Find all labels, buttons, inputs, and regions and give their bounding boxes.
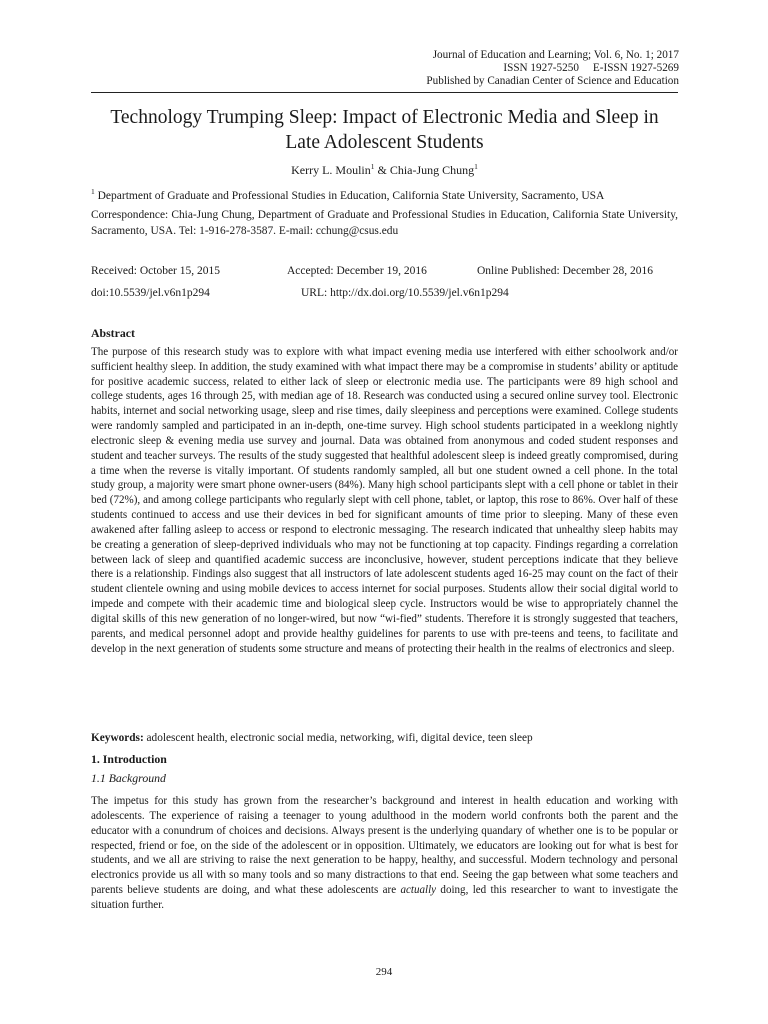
section-heading: 1. Introduction (91, 752, 167, 766)
article-url[interactable]: URL: http://dx.doi.org/10.5539/jel.v6n1p294 (301, 287, 509, 299)
published-date: Online Published: December 28, 2016 (477, 265, 653, 277)
accepted-date: Accepted: December 19, 2016 (287, 265, 427, 277)
page-number: 294 (375, 966, 393, 978)
intro-emphasis: actually (400, 884, 437, 897)
publisher: Published by Canadian Center of Science and Education (426, 75, 679, 88)
author-affiliation-mark: 1 (474, 162, 478, 171)
affiliation-mark: 1 (91, 187, 95, 197)
correspondence: Correspondence: Chia-Jung Chung, Department of Graduate and Professional Studies in Education, California State University, Sacramento, USA. Tel: 1-916-278-3587. E-mail: cchung@csus.edu (91, 209, 678, 237)
affiliation-text: Department of Graduate and Professional Studies in Education, California State University, Sacramento, USA (94, 190, 605, 202)
title-line-2: Late Adolescent Students (285, 131, 484, 153)
journal-header (426, 49, 679, 89)
subsection-heading: 1.1 Background (91, 771, 166, 785)
introduction-paragraph (91, 794, 678, 913)
author-name: Kerry L. Moulin (291, 163, 371, 177)
abstract-heading: Abstract (91, 326, 135, 340)
intro-text-part: The impetus for this study has grown from the researcher’s background and interest in health education and working with adolescents. The experience of raising a teenager to young adulthood in the modern world confronts both the parent and the educator with a conundrum of choices and decisions. Always present is the underlying quandary of whether one is to be popular or respected, friend or foe, on the side of the adolescent or in opposition. Ultimately, we educators are looking out for what is best for students, and we all are striving to raise the next generation to be happy, healthy, and successful. Modern technology and personal electronics provide us all with so many tools and so many distractions to that end. Seeing the gap between what some teachers and parents believe students are doing, and what these adolescents are (91, 795, 678, 897)
eissn: E-ISSN 1927-5269 (592, 62, 679, 75)
author-name: Chia-Jung Chung (389, 163, 475, 177)
abstract-text: The purpose of this research study was to explore with what impact evening media use interfered with either schoolwork and/or sufficient healthy sleep. In addition, the study examined with what impact there may be a compromise in students’ ability or aptitude for positive academic success, related to either lack of sleep or electronic media use. The participants were 89 high school and college students, ages 16 through 25, with median age of 18. Research was conducted using a secured online survey tool. Electronic habits, internet and social networking usage, sleep and rise times, daily sleepiness and perceptions were examined. College students were randomly sampled and participated in an in-depth, one-time survey. High school students participated in a weeklong nightly electronic sleep & evening media use survey and journal. Data was obtained from anonymous and coded student responses and student and teacher surveys. The results of the study suggested that healthful adolescent sleep is indeed greatly compromised, during a time when the reverse is vitally important. Of students randomly sampled, all but one student owned a cell phone. In the total study group, a majority were smart phone owner-users (84%). Many high school participants slept with a cell phone or tablet in their bed (72%), and among college participants who regularly slept with cell phone, tablet, or laptop, this rose to 86%. Over half of these students continued to access and use their devices in bed for significant amounts of time prior to sleeping. Many of these even awakened after falling asleep to access or respond to electronic messaging. The research indicated that unhealthy sleep habits may be creating a generation of sleep-deprived individuals who may not be functioning at top capacity. Findings regarding a correlation between lack of sleep and quantified academic success are inconclusive, however, student perceptions indicate that they believe there is a relationship. Findings also suggest that all instructors of late adolescent students aged 16-25 may count on the fact of their student clientele owning and using mobile devices to access internet for social purposes. Students allow their social digital world to impede and compete with their academic time and biological sleep cycle. Instructors would be wise to appropriately channel the digital skills of this new generation of no longer-wired, but now “wi-fied” students. Therefore it is strongly suggested that teachers, parents, and medical personnel adopt and provide healthy guidelines for parents to use with pre-teens and teens, to facilitate and develop in the next generation of students some structure and means of protecting their health in the realms of electronics and sleep. (91, 346, 678, 655)
article-title (91, 106, 678, 155)
issn: ISSN 1927-5250 (503, 62, 579, 75)
keywords-list: adolescent health, electronic social media, networking, wifi, digital device, teen sleep (143, 732, 533, 744)
header-divider (91, 92, 678, 93)
doi: doi:10.5539/jel.v6n1p294 (91, 287, 210, 299)
intro-text-part: doing, led this researcher to want to investigate the situation further. (91, 884, 678, 911)
author-separator: & (374, 163, 390, 177)
author-affiliation-mark: 1 (370, 162, 375, 171)
journal-citation: Journal of Education and Learning; Vol. 6, No. 1; 2017 (432, 49, 679, 61)
keywords-label: Keywords: (91, 732, 144, 744)
author-list (91, 163, 678, 178)
issn-line (426, 62, 679, 75)
keywords (91, 731, 678, 746)
affiliation (91, 189, 678, 204)
received-date: Received: October 15, 2015 (91, 265, 221, 277)
title-line-1: Technology Trumping Sleep: Impact of Electronic Media and Sleep in (110, 107, 659, 128)
